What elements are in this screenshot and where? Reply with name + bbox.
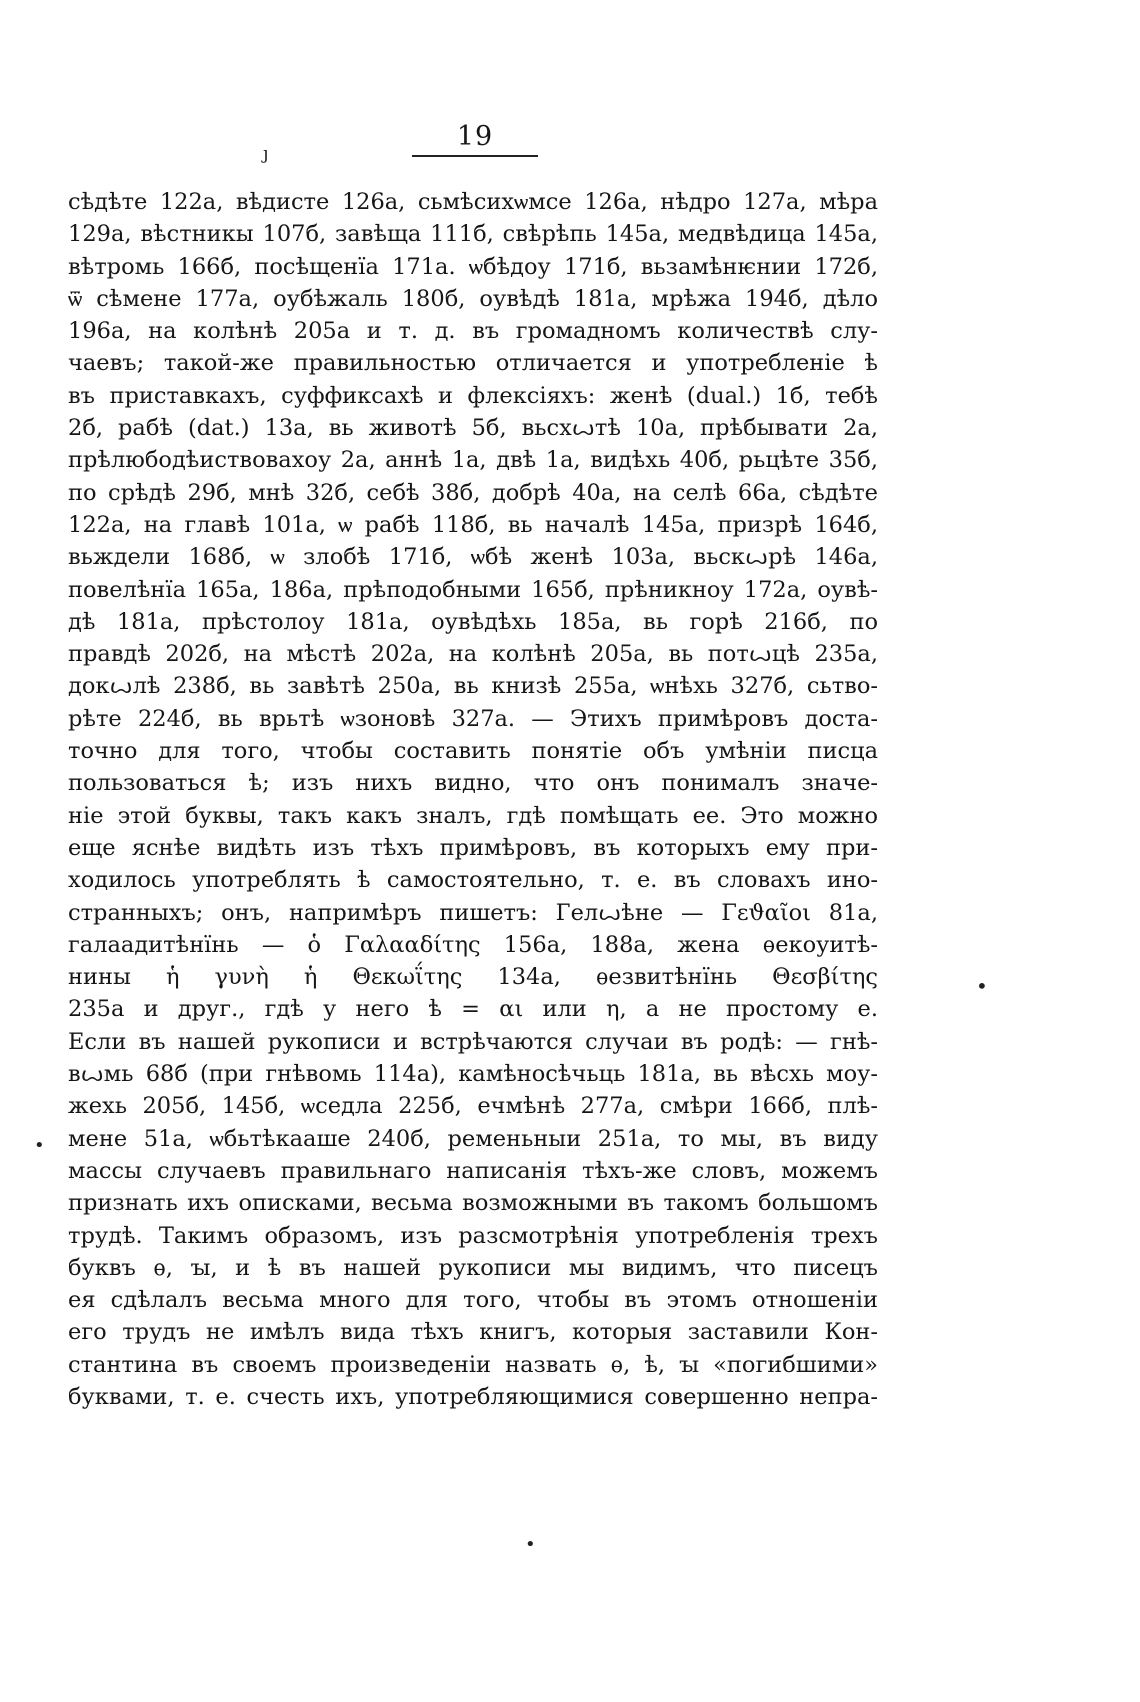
stray-mark: • [525, 1534, 536, 1555]
page-number: 19 [456, 121, 494, 152]
text-line: нины ἡ γυνὴ ἡ Θεκωΐτης 134а, ѳезвитѣнїнь Θεσβίτης [68, 964, 878, 991]
text-line: повелѣнїа 165а, 186а, прѣподобными 165б, прѣникноу 172а, оувѣ- [68, 576, 878, 603]
text-line: вьждели 168б, ѡ злобѣ 171б, ѡбѣ женѣ 103а, вьскꙍрѣ 146а, [68, 544, 878, 571]
text-line: вѣтромь 166б, посѣщенїа 171а. ѡбѣдоу 171б, вьзамѣнѥнии 172б, [68, 253, 878, 280]
text-line: пользоваться ѣ; изъ нихъ видно, что онъ понималъ значе- [68, 770, 878, 797]
text-line: 196а, на колѣнѣ 205а и т. д. въ громадномъ количествѣ слу- [68, 318, 878, 345]
text-line: галаадитѣнїнь — ὁ Γαλααδίτης 156а, 188а, жена ѳекоуитѣ- [68, 931, 878, 958]
body-text [68, 186, 878, 1413]
text-line: стантина въ своемъ произведеніи назвать ѳ, ѣ, ꙑ «погибшими» [68, 1351, 878, 1378]
stray-mark: • [976, 974, 988, 998]
text-line: докꙍлѣ 238б, вь завѣтѣ 250а, вь книзѣ 255а, ѡнѣхь 327б, сьтво- [68, 673, 878, 700]
text-line: еще яснѣе видѣть изъ тѣхъ примѣровъ, въ которыхъ ему при- [68, 834, 878, 861]
text-line: ея сдѣлалъ весьма много для того, чтобы въ этомъ отношеніи [68, 1287, 878, 1314]
text-line: Если въ нашей рукописи и встрѣчаются случаи въ родѣ: — гнѣ- [68, 1028, 878, 1055]
text-line: его трудъ не имѣлъ вида тѣхъ книгъ, которыя заставили Кон- [68, 1319, 878, 1346]
text-line: 122а, на главѣ 101а, ѡ рабѣ 118б, вь началѣ 145а, призрѣ 164б, [68, 511, 878, 538]
header-rule [412, 155, 538, 157]
text-line: трудѣ. Такимъ образомъ, изъ разсмотрѣнія употребленія трехъ [68, 1222, 878, 1249]
text-line: странныхъ; онъ, напримѣръ пишетъ: Гелꙍѣне — Γεϑαῖοι 81а, [68, 899, 878, 926]
text-line: ѿ сѣмене 177а, оубѣжаль 180б, оувѣдѣ 181а, мрѣжа 194б, дѣло [68, 285, 878, 312]
text-line: 129а, вѣстникы 107б, завѣща 111б, свѣрѣпь 145а, медвѣдица 145а, [68, 221, 878, 248]
stray-mark: • [34, 1135, 45, 1156]
text-line: точно для того, чтобы составить понятіе объ умѣніи писца [68, 738, 878, 765]
text-line: чаевъ; такой-же правильностью отличается и употребленіе ѣ [68, 350, 878, 377]
text-line: вꙍмь 68б (при гнѣвомь 114а), камѣносѣчьць 181а, вь вѣсхь моу- [68, 1061, 878, 1088]
stray-mark: ȷ [263, 143, 269, 164]
text-line: мене 51а, ѡбьтѣкааше 240б, ременьныи 251а, то мы, въ виду [68, 1125, 878, 1152]
text-line: 235а и друг., гдѣ у него ѣ = αι или η, а не простому е. [68, 996, 878, 1023]
text-line: массы случаевъ правильнаго написанія тѣхъ-же словъ, можемъ [68, 1157, 878, 1184]
text-line: правдѣ 202б, на мѣстѣ 202а, на колѣнѣ 205а, вь потꙍцѣ 235а, [68, 641, 878, 668]
text-line: признать ихъ описками, весьма возможными въ такомъ большомъ [68, 1190, 878, 1217]
text-line: ніе этой буквы, такъ какъ зналъ, гдѣ помѣщать ее. Это можно [68, 802, 878, 829]
text-line: по срѣдѣ 29б, мнѣ 32б, себѣ 38б, добрѣ 40а, на селѣ 66а, сѣдѣте [68, 479, 878, 506]
text-line: жехь 205б, 145б, ѡседла 225б, ечмѣнѣ 277а, смѣри 166б, плѣ- [68, 1093, 878, 1120]
text-line: ходилось употреблять ѣ самостоятельно, т. е. въ словахъ ино- [68, 867, 878, 894]
text-line: рѣте 224б, вь врьтѣ ѡзоновѣ 327а. — Этихъ примѣровъ доста- [68, 705, 878, 732]
text-line: буквами, т. е. счесть ихъ, употребляющимися совершенно непра- [68, 1383, 878, 1410]
text-line: прѣлюбодѣиствовахоу 2а, аннѣ 1а, двѣ 1а, видѣхь 40б, рьцѣте 35б, [68, 447, 878, 474]
text-line: 2б, рабѣ (dat.) 13а, вь животѣ 5б, вьсхꙍтѣ 10а, прѣбывати 2а, [68, 415, 878, 442]
text-line: сѣдѣте 122а, вѣдисте 126а, сьмѣсихѡмсе 126а, нѣдро 127а, мѣра [68, 189, 878, 215]
text-line: буквъ ѳ, ꙑ, и ѣ въ нашей рукописи мы видимъ, что писецъ [68, 1254, 878, 1281]
text-line: въ приставкахъ, суффиксахѣ и флексіяхъ: женѣ (dual.) 1б, тебѣ [68, 382, 878, 409]
text-line: дѣ 181а, прѣстолоу 181а, оувѣдѣхь 185а, вь горѣ 216б, по [68, 608, 878, 635]
